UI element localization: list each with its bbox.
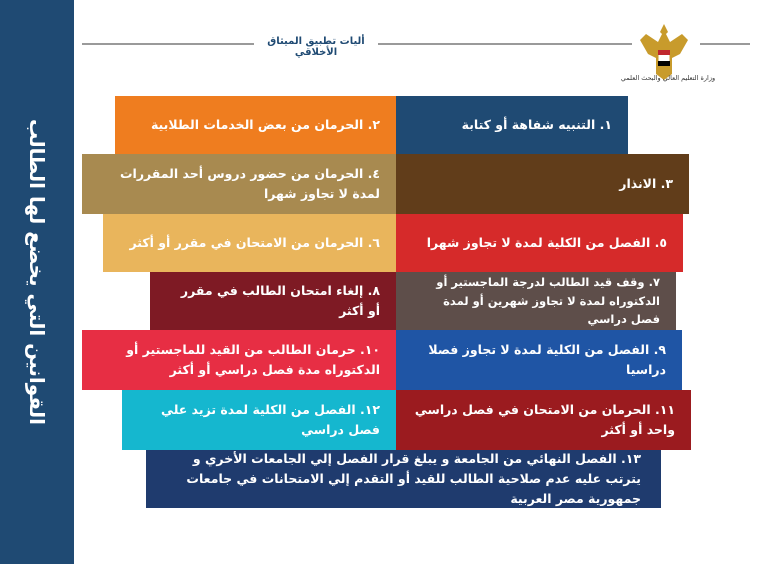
list-item: ١. التنبيه شفاهة أو كتابة bbox=[396, 96, 628, 154]
ministry-name: وزارة التعليم العالي والبحث العلمي bbox=[620, 74, 716, 82]
header-divider-right bbox=[700, 43, 750, 45]
list-item: ١٢. الفصل من الكلية لمدة تزيد علي فصل دراسي bbox=[122, 390, 396, 450]
list-item: ١٠. حرمان الطالب من القيد للماجستير أو الدكتوراه مدة فصل دراسي أو أكثر bbox=[82, 330, 396, 390]
list-item: ١١. الحرمان من الامتحان في فصل دراسي واحد أو أكثر bbox=[396, 390, 691, 450]
list-item: ٨. إلغاء امتحان الطالب في مقرر أو أكثر bbox=[150, 272, 396, 330]
list-item: ٣. الانذار bbox=[396, 154, 689, 214]
header-title: أليات تطبيق الميثاق الأخلاقي bbox=[254, 36, 378, 58]
sidebar-title: القوانين التي يخضع لها الطالب bbox=[25, 119, 49, 425]
list-item: ١٣. الفصل النهائي من الجامعة و يبلغ قرار الفصل إلي الجامعات الأخري و يترتب عليه عدم صلاحية الطالب للقيد أو التقدم إلي الامتحانات في جامعات جمهورية مصر العربية bbox=[146, 450, 661, 508]
list-item: ٤. الحرمان من حضور دروس أحد المقررات لمدة لا تجاوز شهرا bbox=[82, 154, 396, 214]
list-item: ٩. الفصل من الكلية لمدة لا تجاوز فصلا دراسيا bbox=[396, 330, 682, 390]
list-item: ٢. الحرمان من بعض الخدمات الطلابية bbox=[115, 96, 396, 154]
list-item: ٦. الحرمان من الامتحان في مقرر أو أكثر bbox=[103, 214, 396, 272]
sidebar bbox=[0, 0, 74, 564]
list-item: ٥. الفصل من الكلية لمدة لا تجاوز شهرا bbox=[396, 214, 683, 272]
list-item: ٧. وقف قيد الطالب لدرجة الماجستير أو الدكتوراه لمدة لا تجاوز شهرين أو لمدة فصل دراسي bbox=[396, 272, 676, 330]
